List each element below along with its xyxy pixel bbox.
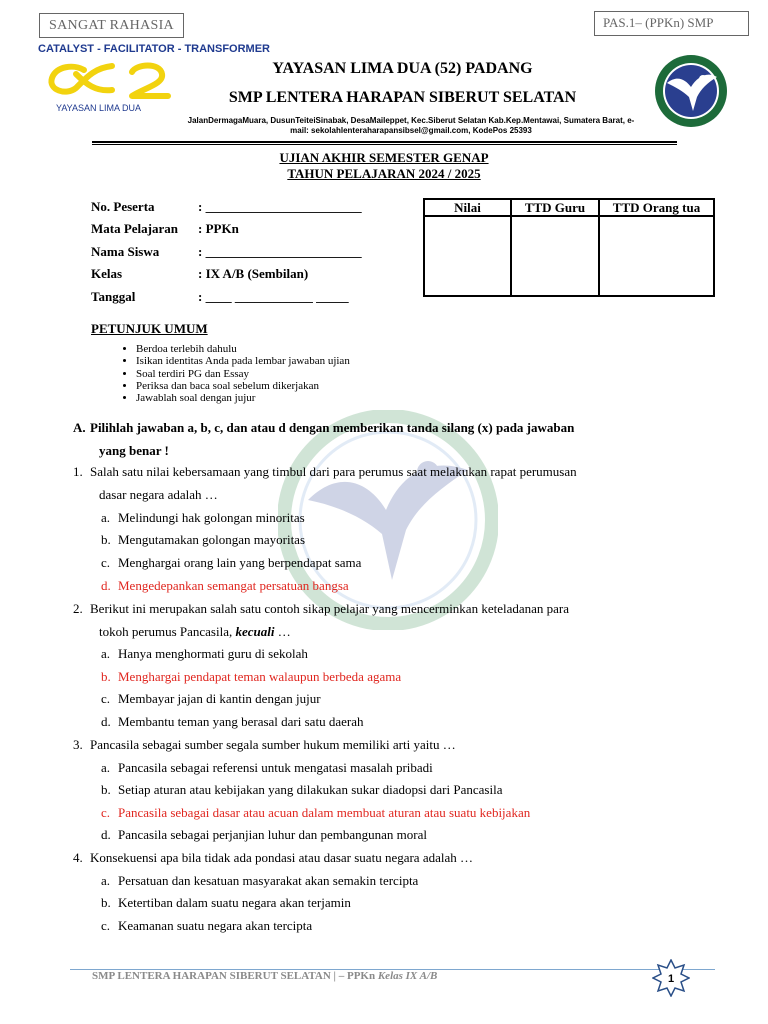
option-1d-correct[interactable]: d. Mengedepankan semangat persatuan bangsa [101,578,349,593]
tagline: CATALYST - FACILITATOR - TRANSFORMER [38,43,271,55]
list-item: • Jawablah soal dengan jujur [136,392,350,404]
score-header-ttd-orang-tua: TTD Orang tua [599,199,714,216]
list-item: • Isikan identitas Anda pada lembar jawaban ujian [136,355,350,367]
field-value: : ________________________ [198,244,362,259]
question-text: Pancasila sebagai sumber segala sumber hukum memiliki arti yaitu … [90,737,456,752]
score-header-ttd-guru: TTD Guru [511,199,599,216]
field-label: Kelas [91,266,123,281]
question-number: 3. [73,737,83,752]
instructions-title: PETUNJUK UMUM [91,321,208,336]
option-3a[interactable]: a. Pancasila sebagai referensi untuk mengatasi masalah pribadi [101,760,433,775]
question-4 [73,847,677,870]
option-1c[interactable]: c. Menghargai orang lain yang berpendapat sama [101,555,362,570]
question-2 [73,598,677,621]
school-name: SMP LENTERA HARAPAN SIBERUT SELATAN [228,89,577,106]
exam-code-label: PAS.1– (PPKn) SMP [594,11,749,36]
score-cell-ttd-orang-tua[interactable] [599,216,714,296]
field-mata-pelajaran [91,221,239,237]
section-text: Pilihlah jawaban a, b, c, dan atau d dengan memberikan tanda silang (x) pada jawaban [90,420,575,435]
list-item: • Periksa dan baca soal sebelum dikerjakan [136,380,350,392]
field-label: Tanggal [91,289,136,304]
option-2d[interactable]: d. Membantu teman yang berasal dari satu daerah [101,714,364,729]
field-label: Nama Siswa [91,244,160,259]
option-2b-correct[interactable]: b. Menghargai pendapat teman walaupun berbeda agama [101,669,402,684]
emphasis-kecuali: kecuali [235,624,275,639]
field-tanggal [91,289,349,305]
question-text: Berikut ini merupakan salah satu contoh sikap pelajar yang mencerminkan keteladanan para [90,601,570,616]
field-kelas [91,266,308,282]
option-3c-correct[interactable]: c. Pancasila sebagai dasar atau acuan dalam membuat aturan atau suatu kebijakan [101,805,531,820]
footer-class: Kelas IX A/B [375,970,438,982]
option-4c[interactable]: c. Keamanan suatu negara akan tercipta [101,918,313,933]
address-line-2: mail: sekolahlenteraharapansibsel@gmail.com, KodePos 25393 [290,126,532,135]
field-nama-siswa [91,244,362,260]
school-emblem-icon [653,53,729,129]
exam-year: TAHUN PELAJARAN 2024 / 2025 [287,166,481,181]
question-1 [73,461,677,484]
field-no-peserta [91,199,362,215]
option-2a[interactable]: a. Hanya menghormati guru di sekolah [101,646,308,661]
header-rule-thin [92,144,677,145]
header-rule-thick [92,141,677,143]
footer-school: SMP LENTERA HARAPAN SIBERUT SELATAN | [92,970,339,982]
question-number: 2. [73,601,83,616]
score-table [423,198,715,297]
score-header-nilai: Nilai [424,199,511,216]
section-a-instruction-cont: yang benar ! [99,443,169,458]
option-4b[interactable]: b. Ketertiban dalam suatu negara akan terjamin [101,895,351,910]
option-4a[interactable]: a. Persatuan dan kesatuan masyarakat akan semakin tercipta [101,873,419,888]
foundation-logo-caption: YAYASAN LIMA DUA [56,103,142,113]
question-number: 4. [73,850,83,865]
section-label: A. [73,420,86,435]
section-a-instruction [73,417,677,440]
page-number-badge-icon [652,959,690,997]
question-3 [73,734,677,757]
page-number: 1 [667,973,675,985]
foundation-name: YAYASAN LIMA DUA (52) PADANG [272,60,533,77]
field-value: : IX A/B (Sembilan) [198,266,309,281]
footer-text [92,970,437,982]
confidential-label: SANGAT RAHASIA [39,13,184,38]
instructions-list [112,343,350,404]
school-address [175,116,647,136]
exam-title: UJIAN AKHIR SEMESTER GENAP [279,150,489,165]
score-cell-nilai[interactable] [424,216,511,296]
list-item: • Berdoa terlebih dahulu [136,343,350,355]
address-line-1: JalanDermagaMuara, DusunTeiteiSinabak, DesaMaileppet, Kec.Siberut Selatan Kab.Kep.Mentawai, Sumatera Barat, e- [187,116,635,125]
field-label: No. Peserta [91,199,155,214]
option-1b[interactable]: b. Mengutamakan golongan mayoritas [101,532,306,547]
foundation-logo-icon [36,60,176,102]
list-item: • Soal terdiri PG dan Essay [136,368,350,380]
question-2-cont: tokoh perumus Pancasila, kecuali … [99,624,291,639]
question-1-cont: dasar negara adalah … [99,487,218,502]
field-label: Mata Pelajaran [91,221,179,236]
question-text: Salah satu nilai kebersamaan yang timbul dari para perumus saat melakukan rapat perumusan [90,464,577,479]
field-value: : ____ ____________ _____ [198,289,349,304]
option-3b[interactable]: b. Setiap aturan atau kebijakan yang dilakukan sukar diadopsi dari Pancasila [101,782,503,797]
field-value: : ________________________ [198,199,362,214]
question-text: Konsekuensi apa bila tidak ada pondasi atau dasar suatu negara adalah … [90,850,473,865]
option-3d[interactable]: d. Pancasila sebagai perjanjian luhur dan pembangunan moral [101,827,428,842]
option-2c[interactable]: c. Membayar jajan di kantin dengan jujur [101,691,321,706]
field-value: : PPKn [198,221,239,236]
question-number: 1. [73,464,83,479]
score-cell-ttd-guru[interactable] [511,216,599,296]
footer-subject: – PPKn [338,970,376,982]
option-1a[interactable]: a. Melindungi hak golongan minoritas [101,510,305,525]
